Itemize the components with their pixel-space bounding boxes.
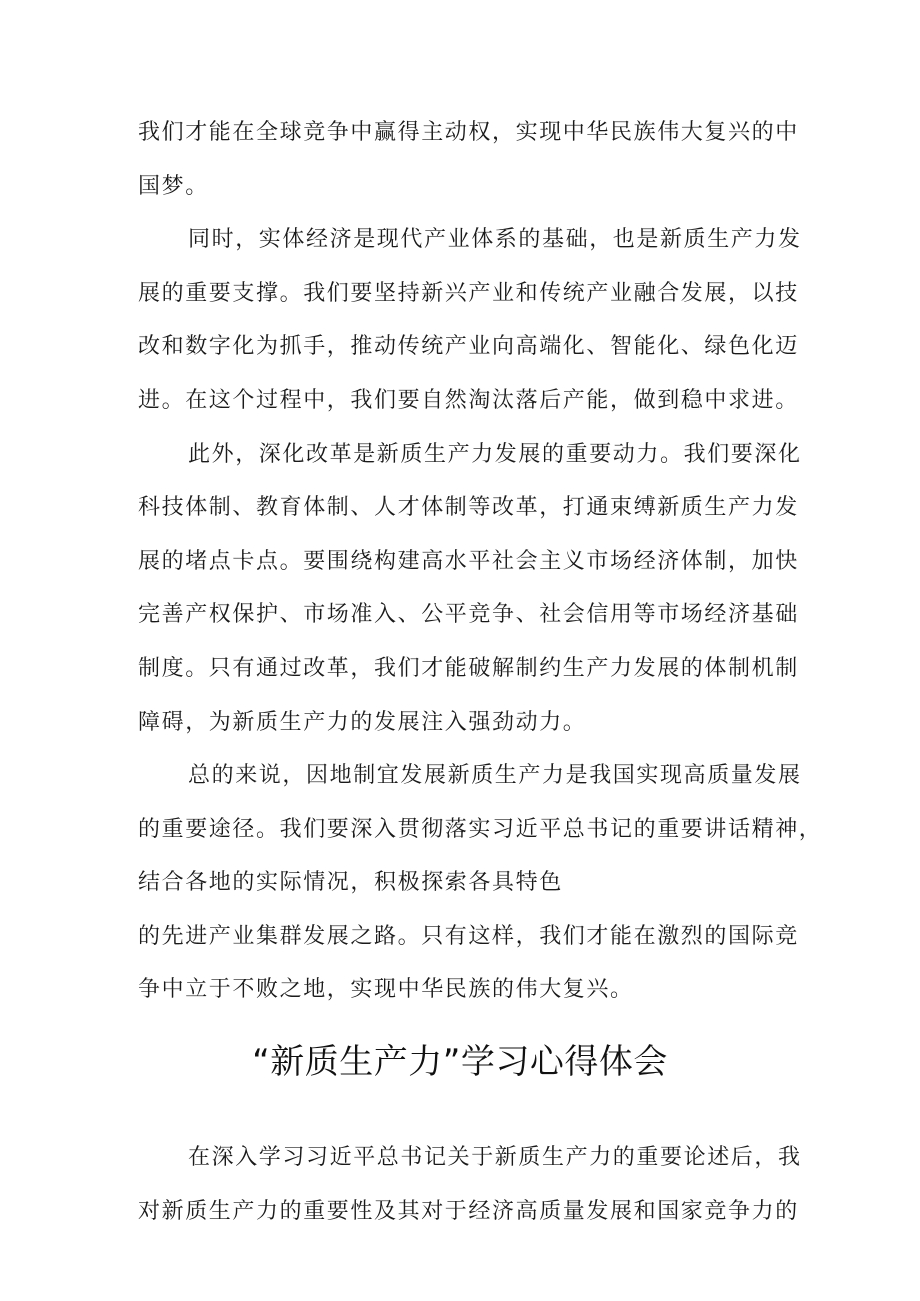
text-line: 障碍，为新质生产力的发展注入强劲动力。: [138, 710, 587, 735]
text-line: 总的来说，因地制宜发展新质生产力是我国实现高质量发展: [188, 763, 802, 788]
text-line: 同时，实体经济是现代产业体系的基础，也是新质生产力发: [188, 227, 802, 252]
text-line: 争中立于不败之地，实现中华民族的伟大复兴。: [138, 977, 634, 1002]
text-line: 完善产权保护、市场准入、公平竞争、社会信用等市场经济基础: [138, 602, 799, 627]
text-line: 展的堵点卡点。要围绕构建高水平社会主义市场经济体制，加快: [138, 549, 799, 574]
text-line: 此外，深化改革是新质生产力发展的重要动力。我们要深化: [188, 442, 802, 467]
text-line: 改和数字化为抓手，推动传统产业向高端化、智能化、绿色化迈: [138, 334, 799, 359]
text-line: 展的重要支撑。我们要坚持新兴产业和传统产业融合发展，以技: [138, 281, 799, 306]
essay-title: “新质生产力”学习心得体会: [252, 1042, 668, 1082]
text-line: 的先进产业集群发展之路。只有这样，我们才能在激烈的国际竞: [138, 924, 799, 949]
text-line: 对新质生产力的重要性及其对于经济高质量发展和国家竞争力的: [138, 1199, 799, 1224]
text-line: 结合各地的实际情况，积极探索各具特色: [138, 870, 563, 895]
text-line: 科技体制、教育体制、人才体制等改革，打通束缚新质生产力发: [138, 495, 799, 520]
text-line: 在深入学习习近平总书记关于新质生产力的重要论述后，我: [188, 1145, 802, 1170]
text-line: 制度。只有通过改革，我们才能破解制约生产力发展的体制机制: [138, 656, 799, 681]
text-line: 国梦。: [138, 174, 209, 199]
text-line: 的重要途径。我们要深入贯彻落实习近平总书记的重要讲话精神，: [138, 817, 823, 842]
text-line: 我们才能在全球竞争中赢得主动权，实现中华民族伟大复兴的中: [138, 120, 799, 145]
text-line: 进。在这个过程中，我们要自然淘汰落后产能，做到稳中求进。: [138, 388, 799, 413]
